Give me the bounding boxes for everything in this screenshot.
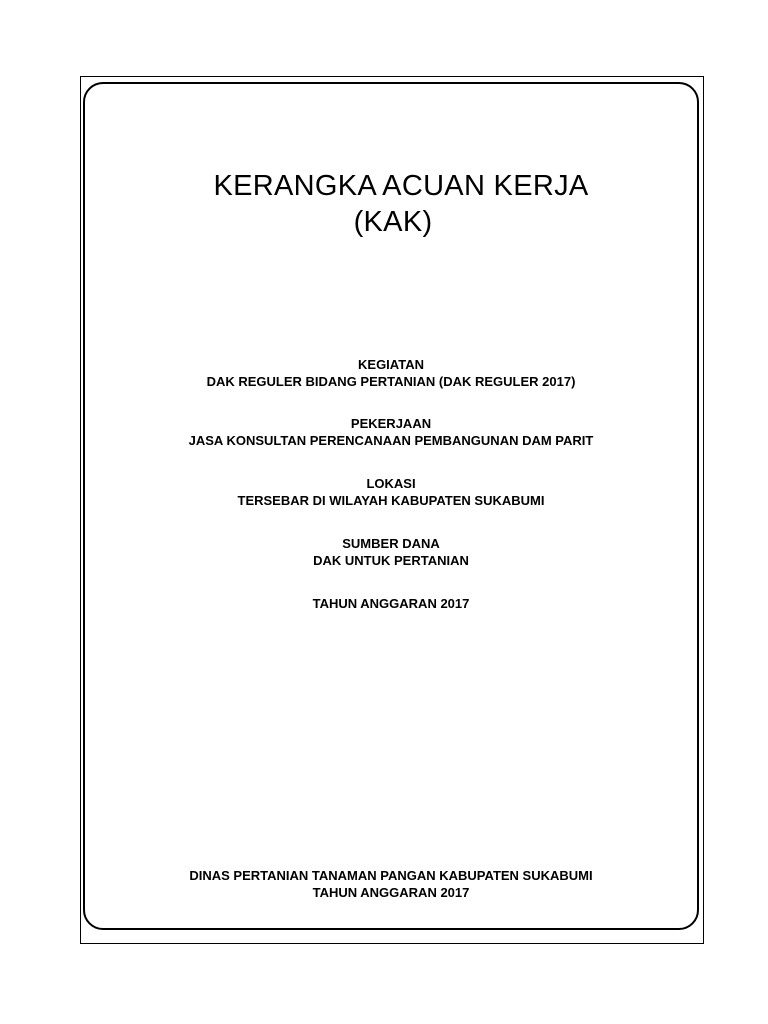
footer-section: [83, 867, 699, 901]
sumber-dana-section: [83, 535, 699, 569]
document-title: [83, 168, 699, 240]
kegiatan-value: DAK REGULER BIDANG PERTANIAN (DAK REGULER 2017): [206, 374, 576, 389]
title-line-1: KERANGKA ACUAN KERJA: [213, 170, 589, 202]
kegiatan-section: [83, 356, 699, 390]
sumber-dana-value: DAK UNTUK PERTANIAN: [313, 553, 469, 568]
footer-year: TAHUN ANGGARAN 2017: [312, 885, 470, 900]
lokasi-label: LOKASI: [366, 476, 416, 491]
title-line-2: (KAK): [353, 206, 433, 238]
kegiatan-label: KEGIATAN: [358, 357, 424, 372]
lokasi-value: TERSEBAR DI WILAYAH KABUPATEN SUKABUMI: [237, 493, 545, 508]
tahun-anggaran-text: TAHUN ANGGARAN 2017: [312, 596, 470, 611]
footer-institution: DINAS PERTANIAN TANAMAN PANGAN KABUPATEN SUKABUMI: [189, 868, 593, 883]
pekerjaan-section: [83, 415, 699, 449]
sumber-dana-label: SUMBER DANA: [342, 536, 440, 551]
pekerjaan-value: JASA KONSULTAN PERENCANAAN PEMBANGUNAN DAM PARIT: [188, 433, 594, 448]
pekerjaan-label: PEKERJAAN: [350, 416, 432, 431]
lokasi-section: [83, 475, 699, 509]
tahun-anggaran-section: [83, 595, 699, 612]
